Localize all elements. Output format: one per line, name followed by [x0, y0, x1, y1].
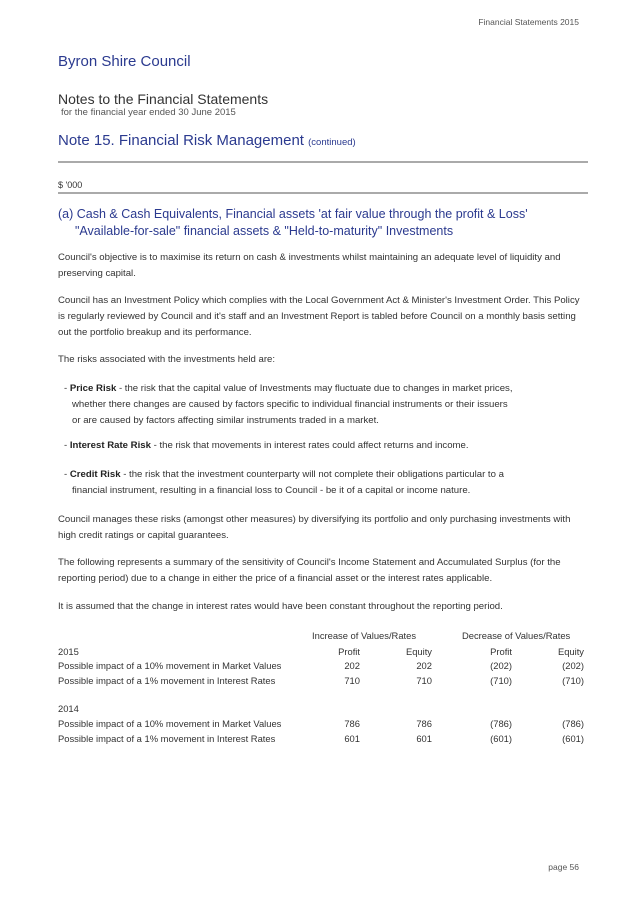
interest-rate-risk-line1: - the risk that movements in interest rates could affect returns and income. [150, 440, 469, 451]
policy-paragraph: Council has an Investment Policy which complies with the Local Government Act & Minister's Investment Order. This Policy is regularly reviewed by Council and it's staff and an Investment Report is tabled before Council on a monthly basis setting out the portfolio breakup and its performance. [58, 295, 580, 338]
inc-profit-value: 601 [344, 733, 360, 744]
note-title [58, 132, 356, 149]
inc-profit-value: 710 [344, 675, 360, 686]
manages-paragraph: Council manages these risks (amongst other measures) by diversifying its portfolio and only purchasing investments with high credit ratings or capital guarantees. [58, 514, 571, 541]
assumed-paragraph: It is assumed that the change in interest rates would have been constant throughout the reporting period. [58, 601, 503, 612]
inc-equity-value: 202 [416, 660, 432, 671]
row-label: Possible impact of a 10% movement in Market Values [58, 718, 282, 729]
row-label: Possible impact of a 1% movement in Interest Rates [58, 733, 276, 744]
document-header-label: Financial Statements 2015 [478, 17, 579, 27]
dec-equity-value: (786) [562, 718, 584, 729]
year-2015-label: 2015 [58, 646, 79, 657]
price-risk-line3: or are caused by factors affecting similar instruments traded in a market. [72, 415, 379, 426]
section-title-line1: (a) Cash & Cash Equivalents, Financial assets 'at fair value through the profit & Loss' [58, 207, 528, 221]
dec-equity-value: (601) [562, 733, 584, 744]
top-divider [58, 161, 588, 163]
dec-profit-value: (786) [490, 718, 512, 729]
dec-equity-header: Equity [557, 646, 584, 657]
dec-profit-value: (601) [490, 733, 512, 744]
dec-equity-value: (202) [562, 660, 584, 671]
price-risk-label: Price Risk [69, 383, 117, 394]
inc-equity-value: 601 [416, 733, 432, 744]
inc-equity-header: Equity [405, 646, 432, 657]
credit-risk-line2: financial instrument, resulting in a financial loss to Council - be it of a capital or income nature. [72, 485, 471, 496]
price-risk-line2: whether there changes are caused by factors specific to individual financial instruments or their issuers [72, 399, 508, 410]
dec-equity-value: (710) [562, 675, 584, 686]
inc-profit-header: Profit [338, 646, 360, 657]
dec-profit-header: Profit [490, 646, 512, 657]
interest-rate-risk-item: - Interest Rate Risk - the risk that movements in interest rates could affect returns and income. [64, 440, 469, 451]
increase-group-header: Increase of Values/Rates [312, 630, 417, 641]
row-label: Possible impact of a 1% movement in Interest Rates [58, 675, 276, 686]
unit-label: $ '000 [58, 180, 83, 190]
notes-title: Notes to the Financial Statements [58, 91, 269, 107]
interest-rate-risk-label: Interest Rate Risk [69, 440, 151, 451]
price-risk-line1: - the risk that the capital value of Investments may fluctuate due to changes in market prices, [116, 383, 513, 394]
inc-profit-value: 202 [344, 660, 360, 671]
dec-profit-value: (710) [490, 675, 512, 686]
section-title [58, 206, 588, 240]
summary-paragraph: The following represents a summary of the sensitivity of Council's Income Statement and Accumulated Surplus (for the reporting period) due to a change in either the price of a financial asset or the interest rates applicable. [58, 557, 561, 584]
price-risk-item: - Price Risk - the risk that the capital value of Investments may fluctuate due to changes in market prices, whether there changes are caused by factors specific to individual financial instruments or their issuers or are caused by factors affecting similar instruments traded in a market. [64, 381, 588, 429]
risks-intro-paragraph: The risks associated with the investments held are: [58, 354, 276, 365]
decrease-group-header: Decrease of Values/Rates [462, 630, 571, 641]
credit-risk-line1: - the risk that the investment counterparty will not complete their obligations particular to a [120, 469, 504, 480]
section-title-line2: "Available-for-sale" financial assets & "Held-to-maturity" Investments [75, 224, 454, 238]
note-title-text: Note 15. Financial Risk Management [58, 132, 304, 149]
page-number: page 56 [548, 862, 579, 872]
dec-profit-value: (202) [490, 660, 512, 671]
credit-risk-label: Credit Risk [69, 469, 121, 480]
year-2014-label: 2014 [58, 703, 79, 714]
note-continued: (continued) [308, 137, 356, 148]
council-name: Byron Shire Council [58, 53, 191, 70]
inc-equity-value: 786 [416, 718, 432, 729]
row-label: Possible impact of a 10% movement in Market Values [58, 660, 282, 671]
inc-equity-value: 710 [416, 675, 432, 686]
inc-profit-value: 786 [344, 718, 360, 729]
notes-subtitle: for the financial year ended 30 June 2015 [61, 107, 236, 118]
credit-risk-item: - Credit Risk - the risk that the investment counterparty will not complete their obligations particular to a financial instrument, resulting in a financial loss to Council - be it of a capital or income nature. [64, 467, 588, 499]
unit-divider [58, 192, 588, 194]
objective-paragraph: Council's objective is to maximise its return on cash & investments whilst maintaining an adequate level of liquidity and preserving capital. [58, 252, 561, 279]
